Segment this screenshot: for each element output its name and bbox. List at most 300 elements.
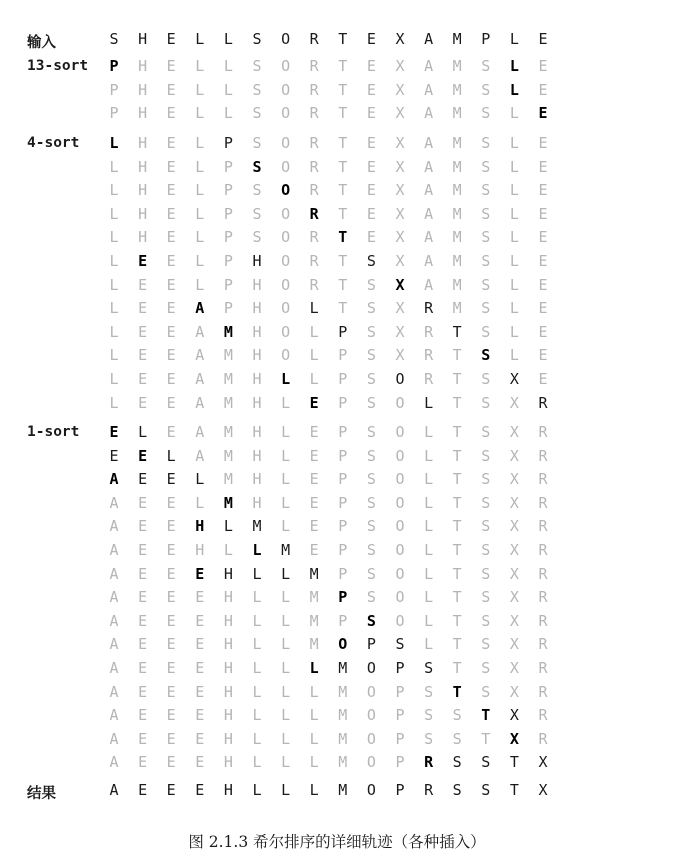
array-cell: X [509, 659, 519, 677]
array-cell: L [281, 393, 291, 412]
array-cell: L [252, 635, 262, 654]
array-cell: A [109, 564, 119, 583]
array-cell: M [452, 157, 462, 176]
array-cell: P [395, 682, 405, 701]
array-cell: X [509, 588, 519, 607]
array-cell: O [281, 252, 291, 270]
array-cell: E [109, 446, 119, 465]
array-cell: O [366, 682, 376, 701]
array-cell: E [195, 753, 205, 772]
array-cell: M [309, 564, 319, 583]
array-cell: L [509, 252, 519, 270]
array-cell: A [195, 299, 205, 318]
array-cell: L [252, 659, 262, 677]
array-cell: S [481, 204, 491, 223]
array-cell: L [195, 470, 205, 489]
array-cell: S [481, 346, 491, 365]
array-cell: X [395, 30, 405, 48]
array-cell: S [366, 252, 376, 270]
array-cell: S [252, 104, 262, 123]
array-cell: E [166, 252, 176, 270]
array-cell: S [366, 322, 376, 341]
array-cell: L [424, 446, 434, 465]
array-cell: P [223, 134, 233, 152]
array-cell: T [452, 322, 462, 341]
array-cell: S [366, 611, 376, 630]
array-cell: H [252, 470, 262, 489]
array-cell: R [538, 470, 548, 489]
array-cell: E [138, 753, 148, 772]
array-cell: L [109, 370, 119, 388]
array-cell: A [424, 30, 434, 48]
array-cell: E [166, 541, 176, 559]
array-cell: M [452, 104, 462, 123]
array-cell: S [252, 57, 262, 75]
array-cell: E [138, 470, 148, 489]
array-cell: X [509, 423, 519, 441]
array-cell: S [481, 635, 491, 654]
array-cell: E [166, 134, 176, 152]
array-cell: M [223, 470, 233, 489]
array-cell: O [281, 104, 291, 123]
array-cell: L [195, 493, 205, 512]
array-cell: A [109, 706, 119, 725]
array-cell: H [195, 541, 205, 559]
array-cell: S [366, 541, 376, 559]
array-cell: L [281, 470, 291, 489]
array-cell: E [138, 611, 148, 630]
array-cell: L [109, 252, 119, 270]
array-cell: X [509, 470, 519, 489]
array-cell: P [223, 252, 233, 270]
array-cell: P [338, 588, 348, 607]
array-cell: A [109, 470, 119, 489]
array-cell: A [424, 134, 434, 152]
array-cell: X [509, 493, 519, 512]
array-cell: M [223, 370, 233, 388]
row-label: 输入 [27, 35, 56, 51]
array-cell: H [138, 80, 148, 99]
array-cell: L [309, 753, 319, 772]
array-cell: L [252, 682, 262, 701]
array-cell: T [338, 228, 348, 247]
array-cell: L [309, 299, 319, 318]
array-cell: T [481, 706, 491, 725]
array-cell: L [195, 80, 205, 99]
array-cell: L [195, 181, 205, 200]
array-cell: E [195, 611, 205, 630]
array-cell: E [166, 299, 176, 318]
array-cell: S [366, 564, 376, 583]
array-cell: P [338, 446, 348, 465]
array-cell: E [166, 104, 176, 123]
array-cell: P [223, 204, 233, 223]
array-cell: L [424, 517, 434, 536]
array-cell: L [309, 322, 319, 341]
array-cell: A [424, 157, 434, 176]
array-cell: O [395, 517, 405, 536]
array-cell: A [424, 80, 434, 99]
array-cell: O [366, 729, 376, 748]
array-cell: S [481, 423, 491, 441]
array-cell: P [395, 706, 405, 725]
array-cell: L [195, 204, 205, 223]
array-cell: L [309, 781, 319, 799]
array-cell: L [109, 346, 119, 365]
array-cell: T [452, 370, 462, 388]
array-cell: X [509, 446, 519, 465]
array-cell: L [281, 635, 291, 654]
array-cell: M [223, 446, 233, 465]
array-cell: S [252, 157, 262, 176]
array-cell: L [309, 706, 319, 725]
array-cell: E [195, 781, 205, 799]
array-cell: E [138, 299, 148, 318]
array-cell: X [509, 393, 519, 412]
array-cell: L [281, 753, 291, 772]
array-cell: E [138, 706, 148, 725]
array-cell: L [424, 493, 434, 512]
array-cell: A [109, 517, 119, 536]
array-cell: O [395, 493, 405, 512]
array-cell: T [338, 57, 348, 75]
array-cell: X [509, 541, 519, 559]
array-cell: A [109, 588, 119, 607]
array-cell: A [424, 57, 434, 75]
array-cell: A [424, 204, 434, 223]
array-cell: M [309, 635, 319, 654]
array-cell: S [366, 493, 376, 512]
array-cell: S [366, 517, 376, 536]
array-cell: T [452, 446, 462, 465]
array-cell: L [223, 57, 233, 75]
array-cell: H [223, 781, 233, 799]
array-cell: H [223, 753, 233, 772]
array-cell: E [109, 423, 119, 441]
array-cell: E [138, 275, 148, 294]
array-cell: O [395, 393, 405, 412]
array-cell: E [366, 30, 376, 48]
array-cell: T [338, 80, 348, 99]
array-cell: M [452, 275, 462, 294]
array-cell: S [424, 729, 434, 748]
array-cell: P [223, 157, 233, 176]
array-cell: E [538, 57, 548, 75]
array-cell: E [309, 493, 319, 512]
array-cell: E [138, 781, 148, 799]
array-cell: L [195, 228, 205, 247]
array-cell: M [452, 57, 462, 75]
array-cell: X [395, 299, 405, 318]
array-cell: M [452, 299, 462, 318]
array-cell: S [109, 30, 119, 48]
array-cell: R [538, 682, 548, 701]
array-cell: S [481, 252, 491, 270]
array-cell: L [281, 729, 291, 748]
array-cell: E [538, 134, 548, 152]
array-cell: S [481, 393, 491, 412]
array-cell: O [281, 346, 291, 365]
array-cell: E [166, 470, 176, 489]
array-cell: E [166, 729, 176, 748]
array-cell: S [366, 275, 376, 294]
array-cell: L [281, 517, 291, 536]
array-cell: L [252, 588, 262, 607]
array-cell: H [252, 370, 262, 388]
array-cell: T [452, 541, 462, 559]
row-label: 结果 [27, 786, 56, 802]
array-cell: E [138, 322, 148, 341]
array-cell: X [395, 252, 405, 270]
array-cell: T [452, 493, 462, 512]
array-cell: S [481, 781, 491, 799]
array-cell: E [166, 80, 176, 99]
array-cell: E [538, 322, 548, 341]
array-cell: S [481, 659, 491, 677]
array-cell: O [395, 541, 405, 559]
array-cell: M [252, 517, 262, 536]
array-cell: S [252, 181, 262, 200]
array-cell: P [338, 541, 348, 559]
array-cell: H [252, 423, 262, 441]
array-cell: S [481, 611, 491, 630]
array-cell: R [538, 706, 548, 725]
array-cell: L [109, 299, 119, 318]
array-cell: M [223, 322, 233, 341]
array-cell: L [223, 541, 233, 559]
array-cell: M [223, 393, 233, 412]
array-cell: R [538, 423, 548, 441]
array-cell: M [338, 682, 348, 701]
array-cell: P [395, 729, 405, 748]
array-cell: O [395, 611, 405, 630]
array-cell: E [138, 682, 148, 701]
array-cell: T [338, 252, 348, 270]
array-cell: A [109, 729, 119, 748]
array-cell: T [452, 564, 462, 583]
array-cell: E [309, 423, 319, 441]
array-cell: M [452, 30, 462, 48]
array-cell: L [223, 104, 233, 123]
array-cell: H [195, 517, 205, 536]
array-cell: O [281, 80, 291, 99]
array-cell: L [309, 659, 319, 677]
array-cell: S [452, 753, 462, 772]
array-cell: E [538, 181, 548, 200]
array-cell: M [452, 181, 462, 200]
array-cell: T [452, 611, 462, 630]
array-cell: L [281, 706, 291, 725]
array-cell: E [166, 682, 176, 701]
array-cell: E [138, 635, 148, 654]
array-cell: S [481, 564, 491, 583]
array-cell: X [395, 204, 405, 223]
array-cell: O [366, 753, 376, 772]
array-cell: O [281, 181, 291, 200]
array-cell: S [481, 104, 491, 123]
array-cell: O [395, 423, 405, 441]
array-cell: M [338, 729, 348, 748]
array-cell: E [538, 30, 548, 48]
array-cell: A [424, 181, 434, 200]
array-cell: H [223, 682, 233, 701]
array-cell: L [252, 781, 262, 799]
array-cell: M [452, 228, 462, 247]
array-cell: S [252, 80, 262, 99]
array-cell: P [395, 781, 405, 799]
array-cell: E [138, 252, 148, 270]
array-cell: X [538, 781, 548, 799]
array-cell: M [309, 588, 319, 607]
array-cell: E [366, 57, 376, 75]
array-cell: T [481, 729, 491, 748]
array-cell: E [138, 493, 148, 512]
array-cell: X [509, 729, 519, 748]
array-cell: L [109, 204, 119, 223]
array-cell: H [138, 157, 148, 176]
array-cell: S [366, 470, 376, 489]
array-cell: R [424, 322, 434, 341]
array-cell: S [395, 635, 405, 654]
array-cell: S [252, 204, 262, 223]
array-cell: E [166, 393, 176, 412]
array-cell: M [338, 781, 348, 799]
array-cell: T [452, 423, 462, 441]
array-cell: T [452, 470, 462, 489]
array-cell: L [509, 299, 519, 318]
array-cell: L [424, 470, 434, 489]
array-cell: L [424, 541, 434, 559]
array-cell: R [538, 635, 548, 654]
array-cell: H [138, 181, 148, 200]
array-cell: M [338, 706, 348, 725]
array-cell: O [366, 781, 376, 799]
array-cell: L [109, 322, 119, 341]
array-cell: E [195, 729, 205, 748]
array-cell: T [509, 753, 519, 772]
array-cell: T [452, 588, 462, 607]
array-cell: T [338, 204, 348, 223]
array-cell: E [195, 588, 205, 607]
array-cell: L [424, 393, 434, 412]
array-cell: O [281, 134, 291, 152]
array-cell: P [223, 275, 233, 294]
array-cell: A [424, 252, 434, 270]
array-cell: R [538, 588, 548, 607]
array-cell: H [223, 729, 233, 748]
row-label: 4-sort [27, 135, 80, 151]
array-cell: X [395, 346, 405, 365]
array-cell: T [338, 157, 348, 176]
array-cell: H [223, 659, 233, 677]
array-cell: X [395, 275, 405, 294]
row-label: 1-sort [27, 424, 80, 440]
array-cell: L [109, 181, 119, 200]
array-cell: M [452, 134, 462, 152]
array-cell: X [395, 57, 405, 75]
array-cell: A [195, 423, 205, 441]
array-cell: L [109, 157, 119, 176]
array-cell: A [109, 781, 119, 799]
array-cell: H [138, 104, 148, 123]
array-cell: R [309, 181, 319, 200]
array-cell: O [281, 57, 291, 75]
array-cell: E [166, 611, 176, 630]
array-cell: L [138, 423, 148, 441]
array-cell: S [366, 446, 376, 465]
array-cell: R [424, 370, 434, 388]
array-cell: E [538, 370, 548, 388]
array-cell: E [366, 181, 376, 200]
array-cell: P [338, 393, 348, 412]
array-cell: P [481, 30, 491, 48]
array-cell: L [281, 370, 291, 388]
array-cell: M [452, 204, 462, 223]
array-cell: L [109, 228, 119, 247]
array-cell: H [252, 299, 262, 318]
array-cell: R [538, 611, 548, 630]
array-cell: L [281, 564, 291, 583]
array-cell: T [452, 393, 462, 412]
array-cell: E [166, 659, 176, 677]
array-cell: R [424, 753, 434, 772]
array-cell: E [166, 564, 176, 583]
array-cell: R [309, 275, 319, 294]
array-cell: R [309, 228, 319, 247]
array-cell: E [366, 157, 376, 176]
array-cell: P [338, 322, 348, 341]
array-cell: H [223, 588, 233, 607]
array-cell: L [252, 753, 262, 772]
array-cell: S [481, 753, 491, 772]
array-cell: O [281, 322, 291, 341]
array-cell: R [424, 299, 434, 318]
array-cell: X [395, 228, 405, 247]
array-cell: S [481, 682, 491, 701]
array-cell: S [481, 181, 491, 200]
array-cell: S [252, 228, 262, 247]
array-cell: X [509, 564, 519, 583]
array-cell: E [166, 753, 176, 772]
array-cell: H [138, 204, 148, 223]
array-cell: E [166, 706, 176, 725]
array-cell: A [109, 659, 119, 677]
array-cell: S [481, 446, 491, 465]
array-cell: L [424, 635, 434, 654]
array-cell: H [252, 446, 262, 465]
array-cell: L [281, 588, 291, 607]
array-cell: L [281, 659, 291, 677]
array-cell: E [166, 228, 176, 247]
array-cell: E [138, 370, 148, 388]
array-cell: M [309, 611, 319, 630]
array-cell: L [252, 706, 262, 725]
array-cell: L [509, 80, 519, 99]
array-cell: E [166, 157, 176, 176]
array-cell: M [223, 423, 233, 441]
array-cell: S [452, 706, 462, 725]
array-cell: O [281, 157, 291, 176]
array-cell: L [509, 228, 519, 247]
array-cell: E [166, 204, 176, 223]
array-cell: L [509, 104, 519, 123]
array-cell: E [138, 659, 148, 677]
array-cell: R [309, 157, 319, 176]
array-cell: R [309, 252, 319, 270]
array-cell: S [481, 493, 491, 512]
array-cell: H [252, 493, 262, 512]
array-cell: E [138, 393, 148, 412]
